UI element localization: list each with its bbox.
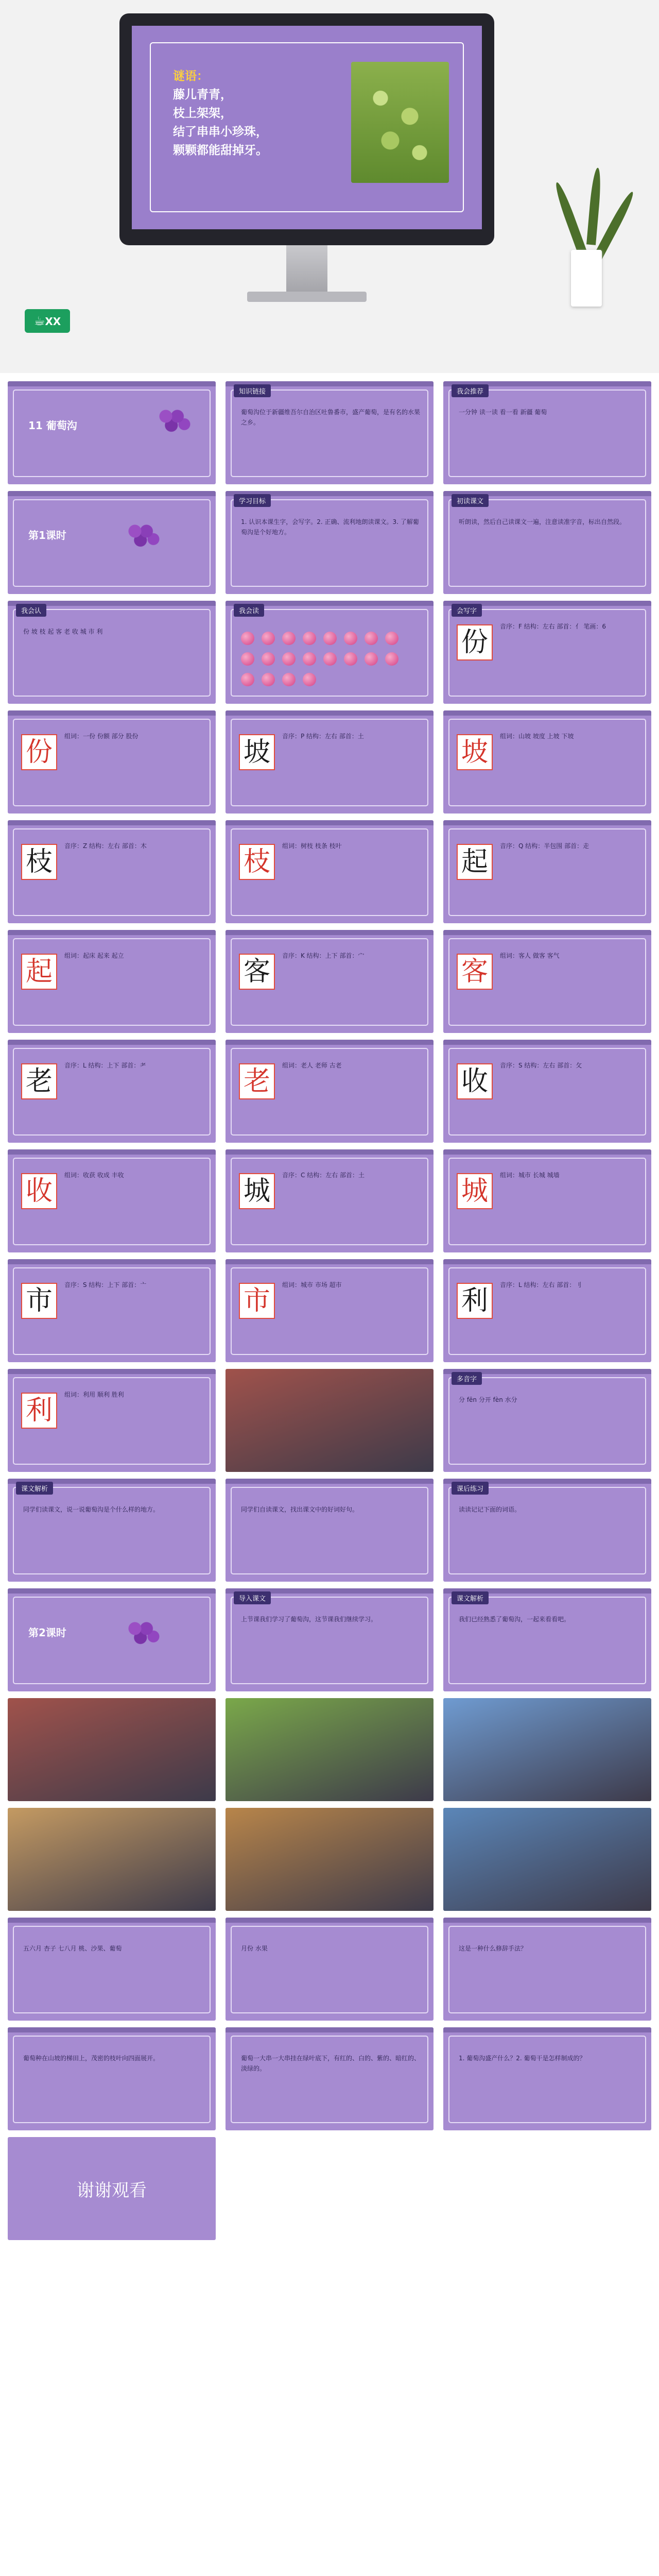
slide-frame bbox=[13, 1926, 211, 2013]
slide-card[interactable] bbox=[8, 1808, 216, 1911]
slide-text: 组词：山坡 坡度 上坡 下坡 bbox=[500, 733, 574, 740]
slide-frame bbox=[13, 1597, 211, 1684]
slide-text: 读读记记下面的词语。 bbox=[459, 1506, 521, 1513]
slide-card[interactable] bbox=[8, 1149, 216, 1252]
slide-card[interactable] bbox=[443, 381, 651, 484]
slide-frame bbox=[13, 2036, 211, 2123]
slide-bar bbox=[443, 930, 651, 935]
slide-text: 1. 认识本课生字，会写字。2. 正确、流利地朗读课文。3. 了解葡萄沟是个好地方。 bbox=[241, 518, 419, 536]
riddle-line: 藤儿青青， bbox=[173, 88, 232, 101]
slide-bar bbox=[8, 381, 216, 386]
slide-frame bbox=[231, 499, 428, 587]
slide-title: 我会推荐 bbox=[452, 384, 489, 397]
slide-frame bbox=[448, 2036, 646, 2123]
grape-dot bbox=[385, 652, 398, 666]
slide-card[interactable] bbox=[226, 820, 433, 923]
slide-text: 音序：L 结构：上下 部首：耂 bbox=[64, 1062, 146, 1069]
grape-dot bbox=[344, 632, 357, 645]
slide-title: 我会读 bbox=[234, 604, 264, 617]
grape-dot bbox=[344, 652, 357, 666]
grape-dot bbox=[241, 673, 254, 686]
slide-card[interactable] bbox=[226, 1698, 433, 1801]
slide-card[interactable] bbox=[8, 1588, 216, 1691]
slide-text: 组词：收获 收成 丰收 bbox=[64, 1172, 124, 1179]
slide-frame bbox=[13, 609, 211, 697]
slide-card[interactable] bbox=[443, 1259, 651, 1362]
slide-card[interactable] bbox=[8, 930, 216, 1033]
slide-title: 知识链接 bbox=[234, 384, 271, 397]
slide-bar bbox=[443, 1918, 651, 1923]
slide-text: 音序：L 结构：左右 部首：刂 bbox=[500, 1281, 582, 1289]
slide-text: 音序：Z 结构：左右 部首：木 bbox=[64, 842, 147, 850]
slide-frame bbox=[448, 499, 646, 587]
slide-text: 份 坡 枝 起 客 老 收 城 市 利 bbox=[23, 628, 103, 635]
slide-bar bbox=[8, 1149, 216, 1155]
slide-bar bbox=[8, 1918, 216, 1923]
slide-text: 音序：C 结构：左右 部首：土 bbox=[282, 1172, 365, 1179]
slide-bar bbox=[226, 2027, 433, 2032]
grape-dot bbox=[241, 632, 254, 645]
hero-banner bbox=[0, 0, 659, 373]
slide-bar bbox=[8, 1588, 216, 1594]
slide-card[interactable] bbox=[443, 491, 651, 594]
grape-dot bbox=[323, 632, 337, 645]
character-box: 客 bbox=[457, 954, 493, 990]
slide-frame bbox=[448, 1377, 646, 1465]
slide-heading: 第1课时 bbox=[28, 529, 66, 541]
slide-bar bbox=[443, 1149, 651, 1155]
slide-text: 葡萄一大串一大串挂在绿叶底下，有红的、白的、紫的、暗红的、淡绿的。 bbox=[241, 2055, 421, 2072]
character-box: 坡 bbox=[457, 734, 493, 770]
slide-card[interactable] bbox=[8, 1369, 216, 1472]
character-box: 市 bbox=[239, 1283, 275, 1319]
character-box: 客 bbox=[239, 954, 275, 990]
character-box: 市 bbox=[21, 1283, 57, 1319]
character-box: 份 bbox=[21, 734, 57, 770]
slide-card[interactable] bbox=[8, 491, 216, 594]
slide-title: 学习目标 bbox=[234, 494, 271, 507]
slide-bar bbox=[226, 1918, 433, 1923]
slide-bar bbox=[226, 1479, 433, 1484]
character-box: 城 bbox=[239, 1173, 275, 1209]
character-box: 老 bbox=[239, 1063, 275, 1099]
slide-card[interactable] bbox=[8, 381, 216, 484]
slide-text: 一分钟 读一读 看一看 新疆 葡萄 bbox=[459, 409, 547, 416]
slide-frame bbox=[448, 389, 646, 477]
character-box: 利 bbox=[457, 1283, 493, 1319]
slide-text: 月份 水果 bbox=[241, 1945, 268, 1952]
slide-text: 音序：Q 结构：半包围 部首：走 bbox=[500, 842, 589, 850]
grape-dot bbox=[303, 673, 316, 686]
character-box: 收 bbox=[21, 1173, 57, 1209]
monitor-screen bbox=[132, 26, 482, 229]
slide-text: 组词：树枝 枝条 枝叶 bbox=[282, 842, 342, 850]
slide-text: 葡萄沟位于新疆维吾尔自治区吐鲁番市，盛产葡萄，是有名的水果之乡。 bbox=[241, 409, 421, 426]
riddle-heading: 谜语： bbox=[173, 69, 209, 83]
slide-frame bbox=[448, 1597, 646, 1684]
slide-text: 我们已经熟悉了葡萄沟，一起来看看吧。 bbox=[459, 1616, 570, 1623]
slide-text: 组词：利用 顺利 胜利 bbox=[64, 1391, 124, 1398]
grape-dot bbox=[262, 632, 275, 645]
character-box: 起 bbox=[21, 954, 57, 990]
slide-card[interactable] bbox=[443, 1588, 651, 1691]
riddle-poem bbox=[173, 67, 327, 160]
slide-card[interactable] bbox=[226, 930, 433, 1033]
slide-heading: 11 葡萄沟 bbox=[28, 419, 77, 432]
slide-bar bbox=[8, 930, 216, 935]
grape-dot bbox=[282, 673, 296, 686]
character-box: 枝 bbox=[21, 844, 57, 880]
slide-bar bbox=[8, 1259, 216, 1264]
slide-text: 上节课我们学习了葡萄沟，这节课我们继续学习。 bbox=[241, 1616, 377, 1623]
slide-title: 导入课文 bbox=[234, 1591, 271, 1604]
slide-card[interactable] bbox=[8, 1040, 216, 1143]
monitor bbox=[119, 13, 494, 245]
slide-card[interactable] bbox=[443, 820, 651, 923]
slide-card[interactable] bbox=[8, 1698, 216, 1801]
character-box: 收 bbox=[457, 1063, 493, 1099]
slide-card[interactable] bbox=[443, 601, 651, 704]
slide-card[interactable] bbox=[226, 1149, 433, 1252]
grape-photo bbox=[351, 62, 449, 183]
slide-title: 课文解析 bbox=[452, 1591, 489, 1604]
grape-dot bbox=[303, 632, 316, 645]
slide-card[interactable] bbox=[443, 1698, 651, 1801]
slide-heading: 第2课时 bbox=[28, 1626, 66, 1639]
plant-decoration bbox=[548, 147, 625, 312]
slide-text: 音序：K 结构：上下 部首：宀 bbox=[282, 952, 365, 959]
slide-card[interactable] bbox=[226, 491, 433, 594]
character-box: 老 bbox=[21, 1063, 57, 1099]
slide-title: 会写字 bbox=[452, 604, 482, 617]
slide-text: 葡萄种在山坡的梯田上，茂密的枝叶向四面展开。 bbox=[23, 2055, 160, 2062]
cup-logo bbox=[25, 309, 70, 333]
slide-bar bbox=[226, 820, 433, 825]
riddle-line: 枝上架架， bbox=[173, 106, 232, 120]
slide-card[interactable] bbox=[226, 1479, 433, 1582]
slide-card[interactable] bbox=[226, 601, 433, 704]
slide-bar bbox=[443, 2027, 651, 2032]
slide-text: 听朗读，然后自己读课文一遍，注意读准字音，标出自然段。 bbox=[459, 518, 626, 526]
slide-title: 课文解析 bbox=[16, 1482, 53, 1495]
slide-bar bbox=[226, 1040, 433, 1045]
slide-text: 组词：一份 份额 部分 股份 bbox=[64, 733, 138, 740]
slide-card[interactable] bbox=[8, 2137, 216, 2240]
leaf-icon bbox=[552, 181, 587, 257]
grape-dot bbox=[262, 673, 275, 686]
grape-icon bbox=[152, 402, 198, 438]
cup-label: XX bbox=[45, 315, 61, 328]
slide-text: 1. 葡萄沟盛产什么？2. 葡萄干是怎样制成的？ bbox=[459, 2055, 586, 2062]
slide-bar bbox=[443, 1040, 651, 1045]
grape-dot bbox=[303, 652, 316, 666]
slide-card[interactable] bbox=[443, 930, 651, 1033]
slide-text: 组词：城市 长城 城墙 bbox=[500, 1172, 560, 1179]
character-box: 枝 bbox=[239, 844, 275, 880]
slide-text: 同学们自读课文，找出课文中的好词好句。 bbox=[241, 1506, 359, 1513]
slide-card[interactable] bbox=[443, 1479, 651, 1582]
slide-bar bbox=[8, 820, 216, 825]
slide-card[interactable] bbox=[226, 381, 433, 484]
slide-card[interactable] bbox=[226, 710, 433, 814]
slide-bar bbox=[443, 710, 651, 716]
grape-icon bbox=[121, 1614, 167, 1650]
slide-card[interactable] bbox=[226, 1918, 433, 2021]
slide-text: 音序：S 结构：上下 部首：亠 bbox=[64, 1281, 147, 1289]
slide-card[interactable] bbox=[443, 1369, 651, 1472]
cup-icon: ☕ bbox=[33, 314, 45, 328]
slide-bar bbox=[8, 491, 216, 496]
slide-frame bbox=[231, 1597, 428, 1684]
slide-frame bbox=[231, 2036, 428, 2123]
leaf-icon bbox=[586, 167, 602, 245]
slide-card[interactable] bbox=[8, 601, 216, 704]
slide-card[interactable] bbox=[8, 2027, 216, 2130]
slide-text: 同学们读课文，说一说葡萄沟是个什么样的地方。 bbox=[23, 1506, 160, 1513]
plant-pot bbox=[571, 250, 602, 307]
slide-frame bbox=[448, 1926, 646, 2013]
grape-dot bbox=[365, 632, 378, 645]
slide-card[interactable] bbox=[443, 1040, 651, 1143]
grape-dot bbox=[365, 652, 378, 666]
monitor-base bbox=[247, 292, 367, 302]
slide-card[interactable] bbox=[226, 2027, 433, 2130]
slide-text: 音序：F 结构：左右 部首：亻 笔画：6 bbox=[500, 623, 606, 630]
slide-card[interactable] bbox=[226, 1588, 433, 1691]
slide-text: 音序：P 结构：左右 部首：土 bbox=[282, 733, 364, 740]
grape-dot bbox=[323, 652, 337, 666]
slide-bar bbox=[443, 1259, 651, 1264]
slide-card[interactable] bbox=[443, 710, 651, 814]
character-box: 份 bbox=[457, 624, 493, 660]
slide-frame bbox=[13, 1487, 211, 1574]
slide-card[interactable] bbox=[443, 1918, 651, 2021]
slide-title: 初读课文 bbox=[452, 494, 489, 507]
character-box: 起 bbox=[457, 844, 493, 880]
slide-frame bbox=[231, 1487, 428, 1574]
riddle-line: 颗颗都能甜掉牙。 bbox=[173, 143, 268, 157]
slide-card[interactable] bbox=[8, 820, 216, 923]
slide-card[interactable] bbox=[443, 1808, 651, 1911]
slide-text: 组词：老人 老师 古老 bbox=[282, 1062, 342, 1069]
slide-bar bbox=[8, 1040, 216, 1045]
slide-text: 五六月 杏子 七八月 桃、沙果、葡萄 bbox=[23, 1945, 122, 1952]
character-box: 利 bbox=[21, 1393, 57, 1429]
slide-bar bbox=[8, 710, 216, 716]
riddle-line: 结了串串小珍珠， bbox=[173, 125, 268, 139]
slide-card[interactable] bbox=[226, 1040, 433, 1143]
monitor-stand bbox=[286, 245, 327, 295]
grape-dot bbox=[282, 652, 296, 666]
slide-text: 组词：起床 起来 起立 bbox=[64, 952, 124, 959]
slide-frame bbox=[13, 499, 211, 587]
slide-bar bbox=[226, 1149, 433, 1155]
slide-bar bbox=[226, 930, 433, 935]
slide-title: 多音字 bbox=[452, 1372, 482, 1385]
slide-frame bbox=[448, 1487, 646, 1574]
slide-card[interactable] bbox=[226, 1808, 433, 1911]
slide-card[interactable] bbox=[8, 1918, 216, 2021]
thanks-text: 谢谢观看 bbox=[77, 2180, 147, 2201]
slide-title: 课后练习 bbox=[452, 1482, 489, 1495]
character-box: 城 bbox=[457, 1173, 493, 1209]
character-box: 坡 bbox=[239, 734, 275, 770]
slide-bar bbox=[226, 1259, 433, 1264]
grape-dot bbox=[241, 652, 254, 666]
slide-bar bbox=[8, 2027, 216, 2032]
slide-card[interactable] bbox=[8, 1479, 216, 1582]
slide-bar bbox=[226, 710, 433, 716]
grape-dot bbox=[282, 632, 296, 645]
slide-card[interactable] bbox=[226, 1369, 433, 1472]
slide-text: 音序：S 结构：左右 部首：攵 bbox=[500, 1062, 582, 1069]
slide-bar bbox=[443, 820, 651, 825]
slide-title: 我会认 bbox=[16, 604, 46, 617]
grape-dots bbox=[241, 632, 418, 686]
slide-card[interactable] bbox=[8, 1259, 216, 1362]
grape-dot bbox=[262, 652, 275, 666]
slide-text: 组词：客人 做客 客气 bbox=[500, 952, 560, 959]
slide-card[interactable] bbox=[8, 710, 216, 814]
grape-dot bbox=[385, 632, 398, 645]
slide-text: 分 fēn 分开 fèn 水分 bbox=[459, 1396, 517, 1403]
slide-bar bbox=[8, 1369, 216, 1374]
grape-icon bbox=[121, 517, 167, 553]
slide-card[interactable] bbox=[226, 1259, 433, 1362]
slide-text: 这是一种什么修辞手法？ bbox=[459, 1945, 527, 1952]
slide-text: 组词：城市 市场 超市 bbox=[282, 1281, 342, 1289]
slide-frame bbox=[231, 389, 428, 477]
slide-card[interactable] bbox=[443, 2027, 651, 2130]
slide-frame bbox=[231, 1926, 428, 2013]
slide-card[interactable] bbox=[443, 1149, 651, 1252]
